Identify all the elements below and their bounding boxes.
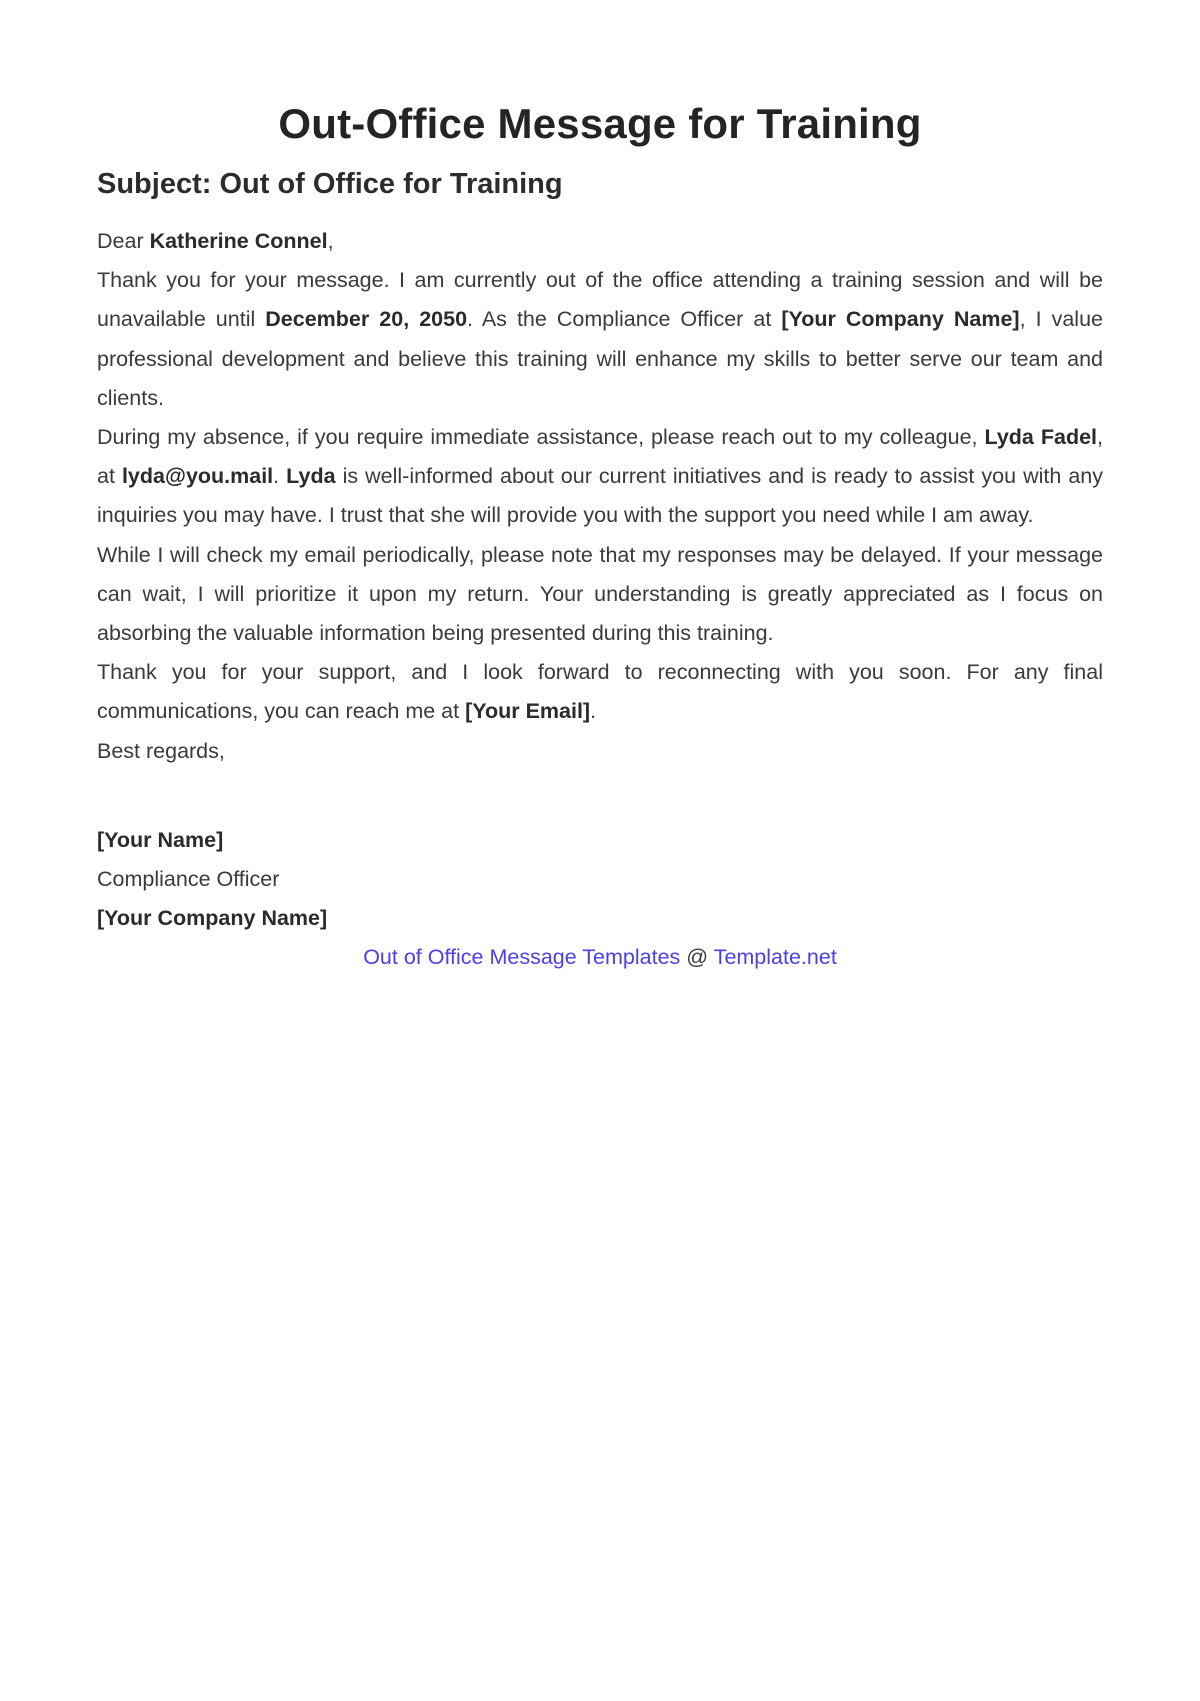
spacer (97, 771, 1103, 821)
paragraph-1 (97, 261, 1103, 418)
footer-credit (97, 938, 1103, 977)
greeting-prefix: Dear (97, 229, 150, 253)
paragraph-text: . (590, 699, 597, 724)
templates-link[interactable]: Out of Office Message Templates (363, 945, 681, 970)
colleague-name: Lyda Fadel (984, 425, 1098, 450)
paragraph-text: , at (97, 425, 1103, 489)
paragraph-text: During my absence, if you require immediate assistance, please reach out to my colleague, (97, 425, 985, 450)
paragraph-2 (97, 418, 1103, 536)
greeting-suffix: , (327, 229, 334, 253)
signature-company (97, 899, 1103, 938)
signature-role: Compliance Officer (97, 867, 280, 892)
signature-name-text: [Your Name] (97, 827, 224, 852)
footer-separator: @ (680, 945, 714, 970)
paragraph-text: , I value professional development and believe this training will enhance my skills to better serve our team and clients. (97, 307, 1103, 410)
signature-company-text: [Your Company Name] (97, 906, 328, 931)
greeting (97, 222, 1103, 261)
return-date: December 20, 2050 (265, 307, 468, 332)
colleague-email: lyda@you.mail (121, 464, 274, 489)
document-page (97, 96, 1103, 978)
paragraph-text: . (273, 464, 287, 489)
company-placeholder: [Your Company Name] (781, 307, 1020, 332)
your-email-placeholder: [Your Email] (465, 699, 591, 724)
paragraph-4 (97, 653, 1103, 731)
paragraph-text: Thank you for your support, and I look forward to reconnecting with you soon. For any final communications, you can reach me at (97, 660, 1103, 724)
template-net-link[interactable]: Template.net (713, 945, 837, 970)
paragraph-text: Thank you for your message. I am currently out of the office attending a training session and will be unavailable until (97, 268, 1103, 332)
colleague-short-name: Lyda (286, 464, 336, 489)
paragraph-text: . As the Compliance Officer at (467, 307, 782, 332)
page-title: Out-Office Message for Training (278, 100, 922, 147)
paragraph-3: While I will check my email periodically, please note that my responses may be delayed. If your message can wait, I will prioritize it upon my return. Your understanding is greatly appreciated as I focus on absorbing the valuable information being presented during this training. (97, 542, 1103, 646)
letter-body (97, 222, 1103, 938)
paragraph-text: is well-informed about our current initiatives and is ready to assist you with any inquiries you may have. I trust that she will provide you with the support you need while I am away. (97, 464, 1103, 528)
recipient-name: Katherine Connel (149, 229, 328, 253)
subject-line: Subject: Out of Office for Training (97, 168, 563, 200)
signature-name (97, 821, 1103, 860)
closing: Best regards, (97, 738, 225, 763)
